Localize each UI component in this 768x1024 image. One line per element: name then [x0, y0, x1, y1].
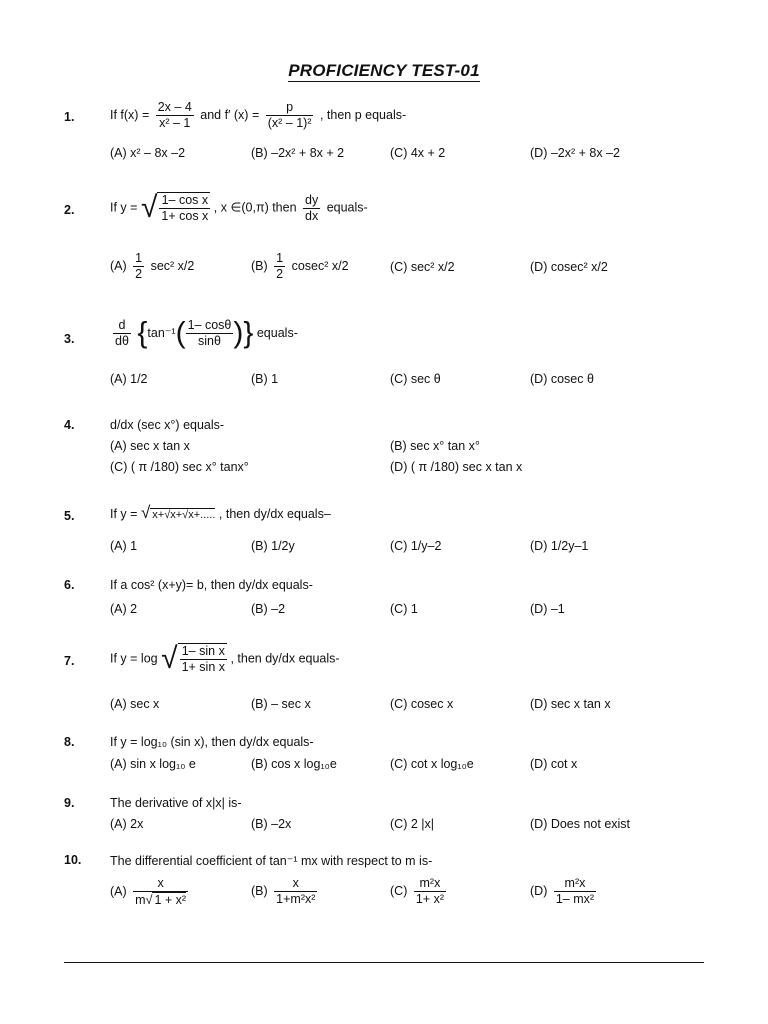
denominator: 1+m²x² — [276, 892, 316, 906]
option-c: (C) cosec x — [390, 697, 454, 711]
numerator: x — [292, 876, 299, 890]
numerator: p — [286, 100, 294, 114]
option-a: (A) sin x log₁₀ e — [110, 757, 196, 771]
numerator: 1 — [135, 251, 143, 265]
numerator: 1 — [276, 251, 284, 265]
option-b: (B) sec x° tan x° — [390, 439, 480, 453]
option-a: (A) 1/2 — [110, 372, 148, 386]
numerator: m²x — [564, 876, 586, 890]
option-c: (C) cot x log₁₀e — [390, 757, 474, 771]
option-c — [390, 876, 449, 907]
numerator: 1– sin x — [181, 644, 225, 658]
stem-text: If y = log — [110, 651, 158, 666]
option-text: sec² x/2 — [150, 258, 195, 273]
fraction — [113, 318, 131, 349]
stem-text: and f′ (x) = — [200, 107, 260, 122]
fraction — [156, 100, 194, 131]
option-b: (B) – sec x — [251, 697, 311, 711]
numerator: x — [157, 876, 164, 890]
radicand — [157, 192, 210, 224]
fraction — [274, 251, 285, 282]
option-a: (A) 2 — [110, 602, 138, 616]
option-c: (C) 2 |x| — [390, 817, 434, 831]
radicand — [178, 643, 227, 675]
option-d: (D) sec x tan x — [530, 697, 611, 711]
option-d: (D) –2x² + 8x –2 — [530, 146, 620, 160]
question-2-stem — [110, 192, 368, 224]
stem-text: If y = — [110, 507, 138, 521]
denominator-prefix: m — [135, 893, 146, 907]
stem-text: , then dy/dx equals- — [230, 651, 340, 666]
question-number: 8. — [64, 735, 75, 749]
denominator: 1+ cos x — [161, 209, 209, 223]
denominator: dθ — [115, 334, 129, 348]
option-a — [110, 251, 194, 282]
fraction — [303, 193, 320, 224]
radical-sign: √ — [161, 642, 178, 675]
fraction — [186, 318, 234, 349]
denominator: x² – 1 — [156, 115, 194, 131]
fraction — [266, 100, 314, 131]
question-number: 5. — [64, 509, 75, 523]
option-label: (B) — [251, 883, 268, 898]
option-b: (B) –2x — [251, 817, 292, 831]
fraction — [133, 251, 144, 282]
denominator: 1+ sin x — [181, 660, 225, 674]
denominator: sinθ — [186, 333, 234, 349]
option-c: (C) 4x + 2 — [390, 146, 446, 160]
numerator: d — [118, 318, 126, 332]
option-d: (D) cosec θ — [530, 372, 594, 386]
fraction — [159, 193, 210, 224]
denominator: dx — [305, 208, 319, 223]
option-b: (B) cos x log₁₀e — [251, 757, 337, 771]
option-d: (D) –1 — [530, 602, 565, 616]
option-b: (B) –2 — [251, 602, 286, 616]
radicand: x+√x+√x+..... — [152, 509, 216, 521]
radical-sign: √ — [140, 191, 158, 224]
radicand: 1 + x² — [154, 893, 187, 907]
denominator: 2 — [276, 267, 284, 281]
question-number: 1. — [64, 110, 75, 124]
option-c: (C) 1/y–2 — [390, 539, 442, 553]
option-label: (D) — [530, 883, 548, 898]
denominator: (x² – 1)² — [267, 116, 312, 130]
option-b: (B) –2x² + 8x + 2 — [251, 146, 345, 160]
question-8-stem: If y = log₁₀ (sin x), then dy/dx equals- — [110, 735, 314, 749]
option-d: (D) cosec² x/2 — [530, 260, 608, 274]
stem-text: equals- — [256, 325, 298, 340]
option-a: (A) sec x — [110, 697, 160, 711]
function-name: tan⁻¹ — [147, 325, 176, 340]
option-d: (D) 1/2y–1 — [530, 539, 589, 553]
fraction — [274, 876, 317, 907]
question-number: 3. — [64, 332, 75, 346]
option-text: cosec² x/2 — [291, 258, 349, 273]
question-1-stem — [110, 100, 406, 131]
question-number: 10. — [64, 853, 82, 867]
numerator: dy — [305, 192, 319, 207]
option-b: (B) 1 — [251, 372, 279, 386]
option-c: (C) 1 — [390, 602, 418, 616]
option-d: (D) ( π /180) sec x tan x — [390, 460, 523, 474]
radical-sign: √ — [140, 503, 151, 522]
option-c: (C) ( π /180) sec x° tanx° — [110, 460, 249, 474]
question-number: 4. — [64, 418, 75, 432]
option-d — [530, 876, 599, 907]
option-a: (A) sec x tan x — [110, 439, 190, 453]
question-7-stem — [110, 643, 340, 675]
stem-text: If f(x) = — [110, 107, 150, 122]
right-brace: } — [243, 316, 254, 350]
option-label: (B) — [251, 258, 268, 273]
left-paren: ( — [175, 316, 186, 350]
option-c: (C) sec² x/2 — [390, 260, 455, 274]
option-a — [110, 876, 191, 908]
question-5-stem — [110, 503, 331, 523]
option-b — [251, 251, 349, 282]
denominator: 1– mx² — [555, 892, 595, 906]
question-number: 2. — [64, 203, 75, 217]
option-d: (D) cot x — [530, 757, 578, 771]
right-paren: ) — [233, 316, 244, 350]
question-3-stem — [110, 318, 298, 349]
fraction — [554, 876, 596, 907]
stem-text: , then dy/dx equals– — [218, 507, 331, 521]
numerator: 2x – 4 — [157, 100, 192, 114]
denominator: m√ 1 + x² — [135, 893, 187, 907]
page-title — [0, 61, 768, 81]
option-d: (D) Does not exist — [530, 817, 631, 831]
question-10-stem: The differential coefficient of tan⁻¹ mx with respect to m is- — [110, 854, 433, 868]
denominator: 2 — [135, 267, 143, 281]
question-number: 9. — [64, 796, 75, 810]
stem-text: , x ∈(0,π) then — [213, 200, 297, 215]
left-brace: { — [137, 316, 148, 350]
fraction — [180, 644, 227, 675]
fraction — [414, 876, 446, 907]
numerator: 1– cosθ — [187, 318, 232, 332]
question-6-stem: If a cos² (x+y)= b, then dy/dx equals- — [110, 578, 313, 592]
option-label: (C) — [390, 883, 408, 898]
numerator: 1– cos x — [161, 193, 209, 207]
option-label: (A) — [110, 258, 127, 273]
question-4-stem: d/dx (sec x°) equals- — [110, 418, 225, 432]
stem-text: , then p equals- — [319, 107, 407, 122]
footer-divider — [64, 962, 704, 963]
question-number: 7. — [64, 654, 75, 668]
stem-text: If y = — [110, 200, 138, 215]
question-9-stem: The derivative of x|x| is- — [110, 796, 242, 810]
numerator: m²x — [419, 876, 441, 890]
question-number: 6. — [64, 578, 75, 592]
stem-text: equals- — [326, 200, 368, 215]
option-a: (A) 1 — [110, 539, 138, 553]
fraction — [133, 876, 188, 908]
option-b: (B) 1/2y — [251, 539, 295, 553]
option-a: (A) 2x — [110, 817, 144, 831]
title-text: PROFICIENCY TEST-01 — [288, 61, 480, 80]
option-a: (A) x² – 8x –2 — [110, 146, 186, 160]
option-b — [251, 876, 320, 907]
denominator: 1+ x² — [415, 892, 444, 906]
option-label: (A) — [110, 884, 127, 899]
option-c: (C) sec θ — [390, 372, 441, 386]
